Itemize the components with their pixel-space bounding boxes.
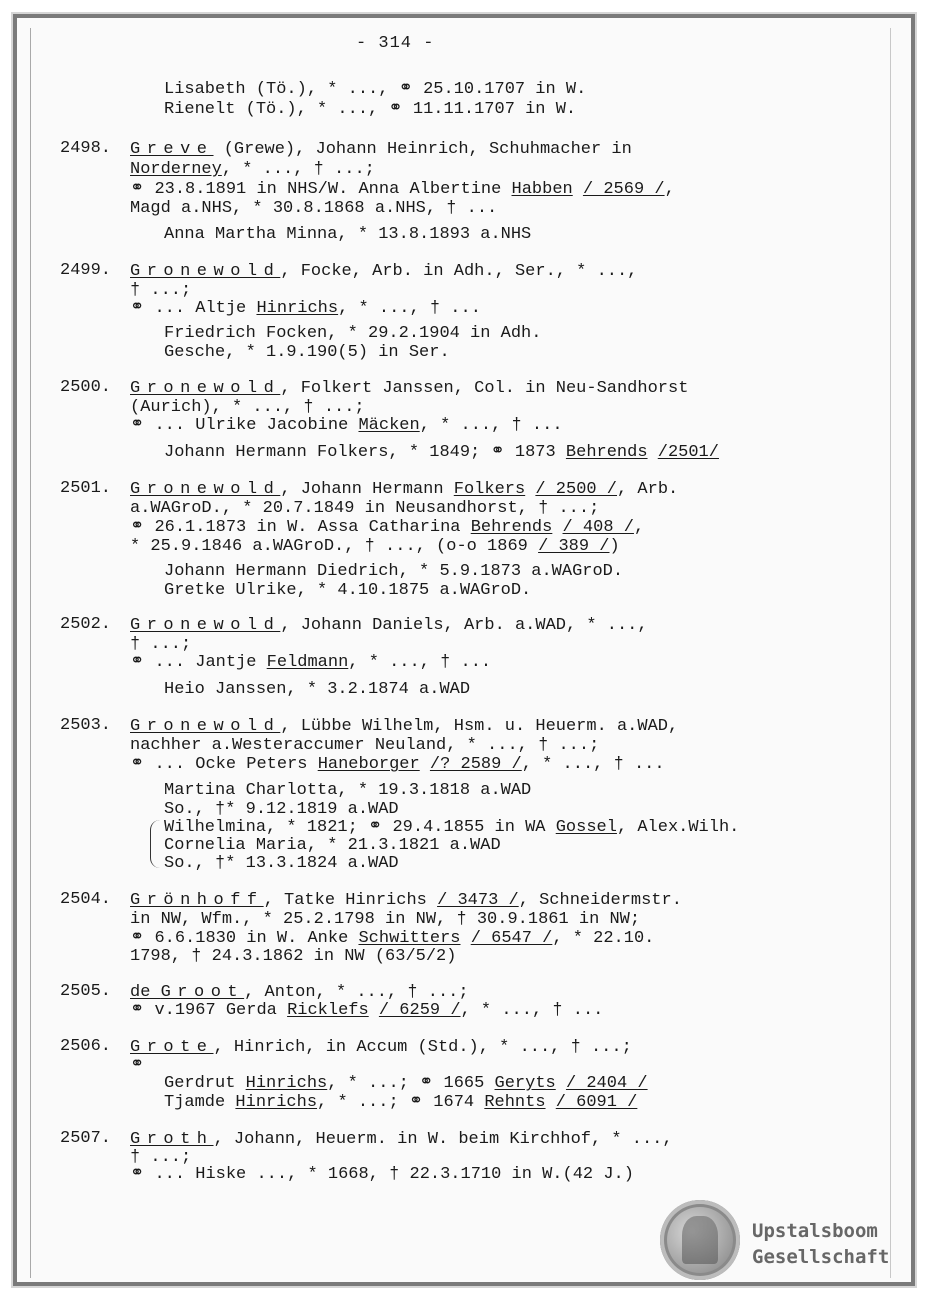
child-line: Cornelia Maria, * 21.3.1821 a.WAD: [164, 836, 501, 855]
spouse-surname: Ricklefs: [287, 1001, 369, 1020]
entry-line: Magd a.NHS, * 30.8.1868 a.NHS, † ...: [130, 199, 498, 218]
surname: Gronewold: [130, 480, 281, 499]
entry-text: * 25.9.1846 a.WAGroD., † ..., (o-o 1869: [130, 537, 539, 556]
entry-line: [130, 1130, 673, 1149]
surname: Gronewold: [130, 379, 281, 398]
entry-line: [130, 983, 469, 1002]
entry-text: ⚭ ... Ulrike Jacobine: [130, 416, 359, 435]
child-line: [164, 443, 719, 462]
entry-line: [130, 1038, 632, 1057]
entry-number: 2506.: [60, 1037, 112, 1056]
entry-text: , * ..., † ...;: [221, 160, 375, 179]
child-line: [164, 1093, 637, 1112]
cross-reference: /2501/: [657, 443, 719, 462]
brand-line: Gesellschaft: [752, 1246, 890, 1268]
entry-text: , * ..., † ...: [460, 1001, 604, 1020]
society-brand: [752, 1218, 889, 1270]
entry-line: ⚭: [130, 1056, 145, 1075]
margin-rule: [30, 28, 31, 1278]
patronymic: Folkers: [453, 480, 526, 499]
entry-text: Wilhelmina, * 1821; ⚭ 29.4.1855 in WA: [164, 818, 556, 837]
child-line: Johann Hermann Diedrich, * 5.9.1873 a.WAGroD.: [164, 562, 624, 581]
spouse-surname: Behrends: [470, 518, 553, 537]
entry-number: 2498.: [60, 139, 112, 158]
entry-line: [130, 717, 678, 736]
surname: Hinrichs: [245, 1074, 328, 1093]
entry-text: , Alex.Wilh.: [616, 818, 740, 837]
cross-reference: / 6091 /: [555, 1093, 638, 1112]
entry-text: [546, 1093, 556, 1112]
entry-line: [130, 929, 654, 948]
entry-number: 2505.: [60, 982, 112, 1001]
entry-line: [130, 518, 644, 537]
cross-reference: / 6547 /: [470, 929, 553, 948]
entry-number: 2507.: [60, 1129, 112, 1148]
spouse-surname: Hinrichs: [256, 299, 339, 318]
child-line: Friedrich Focken, * 29.2.1904 in Adh.: [164, 324, 542, 343]
entry-text: , Lübbe Wilhelm, Hsm. u. Heuerm. a.WAD,: [280, 717, 679, 736]
entry-text: , * 22.10.: [552, 929, 655, 948]
spouse-surname: Rehnts: [484, 1093, 546, 1112]
entry-text: , Anton, * ..., † ...;: [244, 983, 469, 1002]
entry-line: [130, 160, 375, 179]
entry-text: , * ..., † ...: [419, 416, 563, 435]
place-name: Norderney: [130, 160, 222, 179]
entry-line: [130, 262, 637, 281]
entry-text: ,: [664, 180, 675, 199]
child-line: Anna Martha Minna, * 13.8.1893 a.NHS: [164, 225, 532, 244]
cross-reference: / 389 /: [538, 537, 610, 556]
cross-reference: /? 2589 /: [429, 755, 522, 774]
cross-reference: / 408 /: [562, 518, 634, 537]
entry-line: Lisabeth (Tö.), * ..., ⚭ 25.10.1707 in W.: [164, 80, 587, 99]
entry-number: 2502.: [60, 615, 112, 634]
entry-line: [130, 653, 491, 672]
entry-line: [130, 379, 688, 398]
entry-number: 2504.: [60, 890, 112, 909]
entry-number: 2499.: [60, 261, 112, 280]
entry-text: , * ..., † ...: [338, 299, 481, 318]
surname: Gronewold: [130, 616, 281, 635]
surname: Groot: [160, 983, 245, 1002]
entry-line: [130, 537, 620, 556]
spouse-surname: Mäcken: [358, 416, 420, 435]
entry-line: [130, 180, 675, 199]
entry-line: † ...;: [130, 1148, 192, 1167]
entry-text: , * ..., † ...: [521, 755, 665, 774]
entry-text: ): [609, 537, 620, 556]
surname: Groth: [130, 1130, 214, 1149]
entry-line: in NW, Wfm., * 25.2.1798 in NW, † 30.9.1861 in NW;: [130, 910, 641, 929]
entry-text: , Schneidermstr.: [518, 891, 682, 910]
surname: Gronewold: [130, 717, 281, 736]
child-line: So., †* 13.3.1824 a.WAD: [164, 854, 399, 873]
entry-text: [648, 443, 658, 462]
entry-text: Tjamde: [164, 1093, 236, 1112]
entry-text: ⚭ 26.1.1873 in W. Assa Catharina: [130, 518, 471, 537]
cross-reference: / 2404 /: [565, 1074, 648, 1093]
entry-line: [130, 140, 632, 159]
entry-text: [420, 755, 430, 774]
entry-text: (Grewe), Johann Heinrich, Schuhmacher in: [213, 140, 632, 159]
twin-brace: [150, 820, 161, 868]
entry-text: Johann Hermann Folkers, * 1849; ⚭ 1873: [164, 443, 566, 462]
surname: Greve: [130, 140, 214, 159]
entry-line: [130, 1001, 603, 1020]
entry-text: [556, 1074, 566, 1093]
child-line: So., †* 9.12.1819 a.WAD: [164, 800, 399, 819]
entry-text: Gerdrut: [164, 1074, 246, 1093]
entry-line: [130, 416, 563, 435]
entry-line: [130, 299, 481, 318]
entry-text: [369, 1001, 379, 1020]
entry-text: , Folkert Janssen, Col. in Neu-Sandhorst: [280, 379, 689, 398]
society-seal-icon: [660, 1200, 740, 1280]
cross-reference: / 3473 /: [437, 891, 519, 910]
entry-number: 2501.: [60, 479, 112, 498]
entry-text: de: [130, 983, 161, 1002]
margin-rule-right: [890, 28, 891, 1278]
child-line: Gesche, * 1.9.190(5) in Ser.: [164, 343, 450, 362]
cross-reference: / 6259 /: [378, 1001, 461, 1020]
surname: Grönhoff: [130, 891, 264, 910]
spouse-surname: Geryts: [494, 1074, 556, 1093]
entry-line: ⚭ ... Hiske ..., * 1668, † 22.3.1710 in W.(42 J.): [130, 1165, 634, 1184]
entry-text: , Johann Daniels, Arb. a.WAD, * ...,: [280, 616, 648, 635]
entry-text: , Focke, Arb. in Adh., Ser., * ...,: [280, 262, 638, 281]
spouse-surname: Feldmann: [266, 653, 349, 672]
spouse-surname: Haneborger: [317, 755, 420, 774]
entry-number: 2500.: [60, 378, 112, 397]
entry-text: , Tatke Hinrichs: [263, 891, 438, 910]
entry-line: a.WAGroD., * 20.7.1849 in Neusandhorst, † ...;: [130, 499, 600, 518]
entry-line: 1798, † 24.3.1862 in NW (63/5/2): [130, 947, 457, 966]
entry-text: , * ..., † ...: [348, 653, 492, 672]
child-line: [164, 1074, 648, 1093]
entry-text: , Hinrich, in Accum (Std.), * ..., † ...;: [213, 1038, 632, 1057]
entry-text: , * ...; ⚭ 1665: [327, 1074, 495, 1093]
entry-text: ⚭ ... Jantje: [130, 653, 267, 672]
entry-text: , Arb.: [617, 480, 679, 499]
surname: Gronewold: [130, 262, 281, 281]
entry-line: Rienelt (Tö.), * ..., ⚭ 11.11.1707 in W.: [164, 100, 577, 119]
entry-line: [130, 480, 678, 499]
entry-text: [525, 480, 535, 499]
child-line: Martina Charlotta, * 19.3.1818 a.WAD: [164, 781, 532, 800]
entry-text: ⚭ ... Ocke Peters: [130, 755, 318, 774]
entry-text: [552, 518, 562, 537]
entry-text: ⚭ 23.8.1891 in NHS/W. Anna Albertine: [130, 180, 512, 199]
spouse-surname: Behrends: [565, 443, 648, 462]
child-line: Heio Janssen, * 3.2.1874 a.WAD: [164, 680, 471, 699]
entry-line: [130, 616, 648, 635]
entry-line: (Aurich), * ..., † ...;: [130, 398, 365, 417]
child-line: [164, 818, 739, 837]
entry-text: ⚭ 6.6.1830 in W. Anke: [130, 929, 359, 948]
page-number: - 314 -: [356, 34, 435, 53]
spouse-surname: Gossel: [555, 818, 617, 837]
entry-text: ⚭ ... Altje: [130, 299, 257, 318]
brand-line: Upstalsboom: [752, 1220, 878, 1242]
entry-text: ,: [633, 518, 645, 537]
entry-line: † ...;: [130, 281, 192, 300]
entry-text: , Johann Hermann: [280, 480, 454, 499]
child-line: Gretke Ulrike, * 4.10.1875 a.WAGroD.: [164, 581, 532, 600]
cross-reference: / 2569 /: [582, 180, 665, 199]
entry-line: [130, 755, 665, 774]
cross-reference: / 2500 /: [535, 480, 618, 499]
entry-line: nachher a.Westeraccumer Neuland, * ..., † ...;: [130, 736, 600, 755]
entry-line: † ...;: [130, 635, 192, 654]
entry-text: [573, 180, 583, 199]
entry-text: ⚭ v.1967 Gerda: [130, 1001, 288, 1020]
surname: Hinrichs: [235, 1093, 318, 1112]
spouse-surname: Habben: [511, 180, 573, 199]
entry-line: [130, 891, 682, 910]
spouse-surname: Schwitters: [358, 929, 461, 948]
entry-text: , * ...; ⚭ 1674: [317, 1093, 485, 1112]
entry-text: [461, 929, 471, 948]
surname: Grote: [130, 1038, 214, 1057]
entry-number: 2503.: [60, 716, 112, 735]
entry-text: , Johann, Heuerm. in W. beim Kirchhof, * ...,: [213, 1130, 673, 1149]
